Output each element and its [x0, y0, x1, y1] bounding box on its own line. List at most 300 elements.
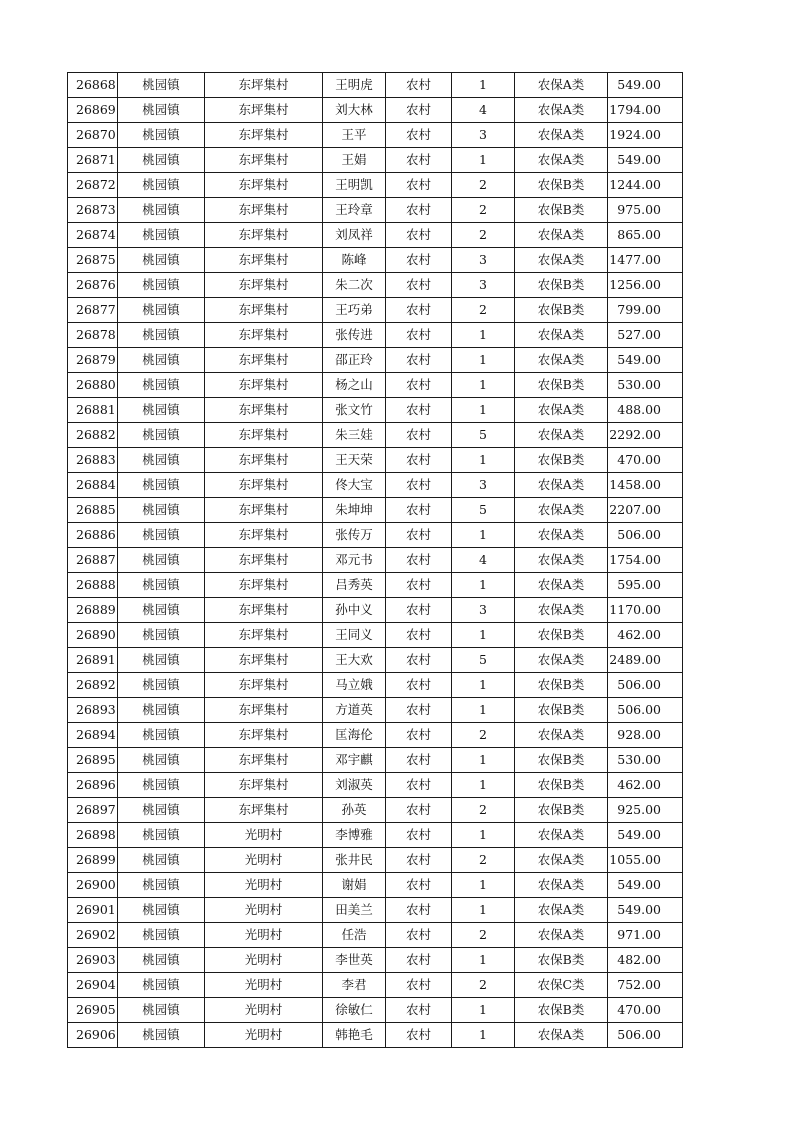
household-size-cell: 2	[452, 798, 515, 823]
household-size-cell: 3	[452, 123, 515, 148]
record-id-cell: 26889	[68, 598, 118, 623]
household-size-cell: 3	[452, 273, 515, 298]
name-cell: 王大欢	[323, 648, 386, 673]
name-cell: 刘凤祥	[323, 223, 386, 248]
table-row	[68, 98, 683, 123]
amount-cell: 506.00	[608, 673, 683, 698]
village-cell: 光明村	[205, 823, 323, 848]
table-row	[68, 723, 683, 748]
table-row	[68, 898, 683, 923]
amount-cell: 527.00	[608, 323, 683, 348]
record-id-cell: 26896	[68, 773, 118, 798]
village-cell: 东坪集村	[205, 223, 323, 248]
area-type-cell: 农村	[386, 198, 452, 223]
table-row	[68, 998, 683, 1023]
table-row	[68, 198, 683, 223]
name-cell: 邓元书	[323, 548, 386, 573]
category-cell: 农保B类	[515, 623, 608, 648]
name-cell: 吕秀英	[323, 573, 386, 598]
household-size-cell: 1	[452, 573, 515, 598]
village-cell: 东坪集村	[205, 548, 323, 573]
record-id-cell: 26891	[68, 648, 118, 673]
area-type-cell: 农村	[386, 973, 452, 998]
village-cell: 东坪集村	[205, 373, 323, 398]
amount-cell: 2207.00	[608, 498, 683, 523]
name-cell: 马立娥	[323, 673, 386, 698]
village-cell: 东坪集村	[205, 448, 323, 473]
amount-cell: 1924.00	[608, 123, 683, 148]
household-size-cell: 1	[452, 148, 515, 173]
table-row	[68, 798, 683, 823]
town-cell: 桃园镇	[118, 623, 205, 648]
village-cell: 东坪集村	[205, 698, 323, 723]
amount-cell: 1055.00	[608, 848, 683, 873]
category-cell: 农保A类	[515, 573, 608, 598]
record-id-cell: 26898	[68, 823, 118, 848]
village-cell: 东坪集村	[205, 723, 323, 748]
amount-cell: 549.00	[608, 873, 683, 898]
area-type-cell: 农村	[386, 398, 452, 423]
amount-cell: 1244.00	[608, 173, 683, 198]
table-row	[68, 598, 683, 623]
table-row	[68, 848, 683, 873]
record-id-cell: 26880	[68, 373, 118, 398]
name-cell: 邓宇麒	[323, 748, 386, 773]
area-type-cell: 农村	[386, 98, 452, 123]
name-cell: 匡海伦	[323, 723, 386, 748]
category-cell: 农保A类	[515, 423, 608, 448]
table-row	[68, 398, 683, 423]
village-cell: 光明村	[205, 998, 323, 1023]
town-cell: 桃园镇	[118, 648, 205, 673]
record-id-cell: 26872	[68, 173, 118, 198]
town-cell: 桃园镇	[118, 223, 205, 248]
name-cell: 王明虎	[323, 73, 386, 98]
village-cell: 光明村	[205, 898, 323, 923]
household-size-cell: 1	[452, 998, 515, 1023]
amount-cell: 971.00	[608, 923, 683, 948]
table-row	[68, 223, 683, 248]
category-cell: 农保A类	[515, 598, 608, 623]
category-cell: 农保A类	[515, 498, 608, 523]
name-cell: 邵正玲	[323, 348, 386, 373]
area-type-cell: 农村	[386, 373, 452, 398]
name-cell: 李博雅	[323, 823, 386, 848]
village-cell: 东坪集村	[205, 198, 323, 223]
village-cell: 东坪集村	[205, 573, 323, 598]
name-cell: 陈峰	[323, 248, 386, 273]
record-id-cell: 26884	[68, 473, 118, 498]
table-row	[68, 823, 683, 848]
amount-cell: 506.00	[608, 523, 683, 548]
record-id-cell: 26904	[68, 973, 118, 998]
amount-cell: 462.00	[608, 623, 683, 648]
name-cell: 张井民	[323, 848, 386, 873]
village-cell: 东坪集村	[205, 148, 323, 173]
table-row	[68, 123, 683, 148]
household-size-cell: 1	[452, 698, 515, 723]
household-size-cell: 3	[452, 248, 515, 273]
category-cell: 农保A类	[515, 98, 608, 123]
town-cell: 桃园镇	[118, 398, 205, 423]
town-cell: 桃园镇	[118, 248, 205, 273]
town-cell: 桃园镇	[118, 348, 205, 373]
village-cell: 东坪集村	[205, 598, 323, 623]
village-cell: 东坪集村	[205, 648, 323, 673]
household-size-cell: 1	[452, 73, 515, 98]
amount-cell: 549.00	[608, 823, 683, 848]
record-id-cell: 26899	[68, 848, 118, 873]
category-cell: 农保B类	[515, 173, 608, 198]
category-cell: 农保B类	[515, 673, 608, 698]
table-row	[68, 1023, 683, 1048]
category-cell: 农保A类	[515, 723, 608, 748]
town-cell: 桃园镇	[118, 848, 205, 873]
area-type-cell: 农村	[386, 1023, 452, 1048]
town-cell: 桃园镇	[118, 548, 205, 573]
village-cell: 光明村	[205, 948, 323, 973]
household-size-cell: 3	[452, 473, 515, 498]
table-row	[68, 973, 683, 998]
area-type-cell: 农村	[386, 123, 452, 148]
household-size-cell: 1	[452, 373, 515, 398]
category-cell: 农保B类	[515, 298, 608, 323]
record-id-cell: 26875	[68, 248, 118, 273]
village-cell: 东坪集村	[205, 98, 323, 123]
area-type-cell: 农村	[386, 423, 452, 448]
amount-cell: 865.00	[608, 223, 683, 248]
town-cell: 桃园镇	[118, 523, 205, 548]
area-type-cell: 农村	[386, 448, 452, 473]
town-cell: 桃园镇	[118, 323, 205, 348]
table-row	[68, 148, 683, 173]
amount-cell: 1458.00	[608, 473, 683, 498]
household-size-cell: 1	[452, 748, 515, 773]
table-row	[68, 448, 683, 473]
name-cell: 方道英	[323, 698, 386, 723]
record-id-cell: 26888	[68, 573, 118, 598]
name-cell: 李世英	[323, 948, 386, 973]
amount-cell: 549.00	[608, 348, 683, 373]
record-id-cell: 26874	[68, 223, 118, 248]
name-cell: 朱坤坤	[323, 498, 386, 523]
name-cell: 朱三娃	[323, 423, 386, 448]
town-cell: 桃园镇	[118, 998, 205, 1023]
record-id-cell: 26890	[68, 623, 118, 648]
household-size-cell: 2	[452, 198, 515, 223]
household-size-cell: 1	[452, 773, 515, 798]
area-type-cell: 农村	[386, 573, 452, 598]
table-row	[68, 623, 683, 648]
household-size-cell: 1	[452, 323, 515, 348]
town-cell: 桃园镇	[118, 573, 205, 598]
record-id-cell: 26900	[68, 873, 118, 898]
amount-cell: 482.00	[608, 948, 683, 973]
village-cell: 光明村	[205, 873, 323, 898]
area-type-cell: 农村	[386, 773, 452, 798]
table-row	[68, 773, 683, 798]
village-cell: 东坪集村	[205, 523, 323, 548]
amount-cell: 549.00	[608, 898, 683, 923]
household-size-cell: 5	[452, 498, 515, 523]
name-cell: 孙英	[323, 798, 386, 823]
table-row	[68, 748, 683, 773]
record-id-cell: 26869	[68, 98, 118, 123]
area-type-cell: 农村	[386, 698, 452, 723]
town-cell: 桃园镇	[118, 173, 205, 198]
record-id-cell: 26892	[68, 673, 118, 698]
category-cell: 农保C类	[515, 973, 608, 998]
table-row	[68, 573, 683, 598]
village-cell: 光明村	[205, 923, 323, 948]
name-cell: 任浩	[323, 923, 386, 948]
category-cell: 农保A类	[515, 73, 608, 98]
household-size-cell: 2	[452, 298, 515, 323]
amount-cell: 1794.00	[608, 98, 683, 123]
town-cell: 桃园镇	[118, 948, 205, 973]
table-row	[68, 498, 683, 523]
record-id-cell: 26877	[68, 298, 118, 323]
village-cell: 东坪集村	[205, 123, 323, 148]
area-type-cell: 农村	[386, 748, 452, 773]
table-row	[68, 473, 683, 498]
area-type-cell: 农村	[386, 498, 452, 523]
table-row	[68, 273, 683, 298]
record-id-cell: 26897	[68, 798, 118, 823]
amount-cell: 549.00	[608, 148, 683, 173]
welfare-register-table	[67, 72, 683, 1048]
table-row	[68, 298, 683, 323]
area-type-cell: 农村	[386, 73, 452, 98]
town-cell: 桃园镇	[118, 673, 205, 698]
category-cell: 农保A类	[515, 323, 608, 348]
town-cell: 桃园镇	[118, 723, 205, 748]
table-row	[68, 173, 683, 198]
table-row	[68, 73, 683, 98]
table-row	[68, 323, 683, 348]
table-row	[68, 548, 683, 573]
area-type-cell: 农村	[386, 523, 452, 548]
village-cell: 东坪集村	[205, 298, 323, 323]
town-cell: 桃园镇	[118, 598, 205, 623]
area-type-cell: 农村	[386, 823, 452, 848]
village-cell: 东坪集村	[205, 173, 323, 198]
area-type-cell: 农村	[386, 148, 452, 173]
name-cell: 王娟	[323, 148, 386, 173]
area-type-cell: 农村	[386, 848, 452, 873]
table-row	[68, 948, 683, 973]
household-size-cell: 1	[452, 673, 515, 698]
town-cell: 桃园镇	[118, 973, 205, 998]
household-size-cell: 4	[452, 548, 515, 573]
name-cell: 王同义	[323, 623, 386, 648]
amount-cell: 530.00	[608, 373, 683, 398]
town-cell: 桃园镇	[118, 798, 205, 823]
town-cell: 桃园镇	[118, 198, 205, 223]
name-cell: 王玲章	[323, 198, 386, 223]
amount-cell: 462.00	[608, 773, 683, 798]
category-cell: 农保A类	[515, 1023, 608, 1048]
category-cell: 农保A类	[515, 523, 608, 548]
amount-cell: 799.00	[608, 298, 683, 323]
record-id-cell: 26903	[68, 948, 118, 973]
category-cell: 农保A类	[515, 348, 608, 373]
amount-cell: 470.00	[608, 448, 683, 473]
category-cell: 农保A类	[515, 223, 608, 248]
area-type-cell: 农村	[386, 998, 452, 1023]
name-cell: 杨之山	[323, 373, 386, 398]
town-cell: 桃园镇	[118, 123, 205, 148]
amount-cell: 488.00	[608, 398, 683, 423]
name-cell: 王巧弟	[323, 298, 386, 323]
record-id-cell: 26882	[68, 423, 118, 448]
area-type-cell: 农村	[386, 248, 452, 273]
area-type-cell: 农村	[386, 273, 452, 298]
household-size-cell: 2	[452, 973, 515, 998]
household-size-cell: 5	[452, 648, 515, 673]
village-cell: 东坪集村	[205, 273, 323, 298]
record-id-cell: 26893	[68, 698, 118, 723]
household-size-cell: 1	[452, 623, 515, 648]
name-cell: 田美兰	[323, 898, 386, 923]
town-cell: 桃园镇	[118, 898, 205, 923]
record-id-cell: 26905	[68, 998, 118, 1023]
village-cell: 东坪集村	[205, 798, 323, 823]
amount-cell: 752.00	[608, 973, 683, 998]
record-id-cell: 26870	[68, 123, 118, 148]
area-type-cell: 农村	[386, 648, 452, 673]
household-size-cell: 1	[452, 1023, 515, 1048]
category-cell: 农保A类	[515, 648, 608, 673]
register-sheet	[67, 72, 683, 1048]
name-cell: 王明凯	[323, 173, 386, 198]
name-cell: 张传万	[323, 523, 386, 548]
table-row	[68, 348, 683, 373]
category-cell: 农保A类	[515, 923, 608, 948]
household-size-cell: 2	[452, 723, 515, 748]
category-cell: 农保B类	[515, 748, 608, 773]
household-size-cell: 1	[452, 823, 515, 848]
town-cell: 桃园镇	[118, 773, 205, 798]
town-cell: 桃园镇	[118, 148, 205, 173]
area-type-cell: 农村	[386, 673, 452, 698]
category-cell: 农保A类	[515, 548, 608, 573]
name-cell: 徐敏仁	[323, 998, 386, 1023]
area-type-cell: 农村	[386, 798, 452, 823]
record-id-cell: 26881	[68, 398, 118, 423]
category-cell: 农保A类	[515, 248, 608, 273]
town-cell: 桃园镇	[118, 823, 205, 848]
town-cell: 桃园镇	[118, 473, 205, 498]
category-cell: 农保B类	[515, 948, 608, 973]
table-row	[68, 248, 683, 273]
name-cell: 王天荣	[323, 448, 386, 473]
village-cell: 东坪集村	[205, 473, 323, 498]
amount-cell: 925.00	[608, 798, 683, 823]
record-id-cell: 26883	[68, 448, 118, 473]
name-cell: 孙中义	[323, 598, 386, 623]
name-cell: 朱二次	[323, 273, 386, 298]
village-cell: 东坪集村	[205, 398, 323, 423]
village-cell: 东坪集村	[205, 623, 323, 648]
category-cell: 农保B类	[515, 448, 608, 473]
town-cell: 桃园镇	[118, 1023, 205, 1048]
amount-cell: 595.00	[608, 573, 683, 598]
village-cell: 东坪集村	[205, 773, 323, 798]
amount-cell: 506.00	[608, 698, 683, 723]
area-type-cell: 农村	[386, 323, 452, 348]
village-cell: 光明村	[205, 1023, 323, 1048]
category-cell: 农保A类	[515, 148, 608, 173]
village-cell: 东坪集村	[205, 323, 323, 348]
table-row	[68, 523, 683, 548]
category-cell: 农保A类	[515, 123, 608, 148]
name-cell: 刘淑英	[323, 773, 386, 798]
table-row	[68, 923, 683, 948]
area-type-cell: 农村	[386, 173, 452, 198]
village-cell: 东坪集村	[205, 498, 323, 523]
town-cell: 桃园镇	[118, 273, 205, 298]
area-type-cell: 农村	[386, 948, 452, 973]
household-size-cell: 4	[452, 98, 515, 123]
area-type-cell: 农村	[386, 723, 452, 748]
name-cell: 李君	[323, 973, 386, 998]
area-type-cell: 农村	[386, 473, 452, 498]
household-size-cell: 1	[452, 398, 515, 423]
record-id-cell: 26906	[68, 1023, 118, 1048]
table-row	[68, 873, 683, 898]
name-cell: 佟大宝	[323, 473, 386, 498]
record-id-cell: 26901	[68, 898, 118, 923]
category-cell: 农保A类	[515, 398, 608, 423]
record-id-cell: 26886	[68, 523, 118, 548]
amount-cell: 928.00	[608, 723, 683, 748]
table-row	[68, 423, 683, 448]
amount-cell: 1754.00	[608, 548, 683, 573]
record-id-cell: 26895	[68, 748, 118, 773]
area-type-cell: 农村	[386, 623, 452, 648]
record-id-cell: 26878	[68, 323, 118, 348]
record-id-cell: 26902	[68, 923, 118, 948]
household-size-cell: 2	[452, 223, 515, 248]
town-cell: 桃园镇	[118, 873, 205, 898]
amount-cell: 470.00	[608, 998, 683, 1023]
record-id-cell: 26885	[68, 498, 118, 523]
name-cell: 韩艳毛	[323, 1023, 386, 1048]
amount-cell: 1477.00	[608, 248, 683, 273]
table-row	[68, 698, 683, 723]
category-cell: 农保B类	[515, 773, 608, 798]
name-cell: 王平	[323, 123, 386, 148]
village-cell: 东坪集村	[205, 673, 323, 698]
household-size-cell: 1	[452, 348, 515, 373]
amount-cell: 975.00	[608, 198, 683, 223]
area-type-cell: 农村	[386, 873, 452, 898]
household-size-cell: 1	[452, 523, 515, 548]
area-type-cell: 农村	[386, 923, 452, 948]
household-size-cell: 1	[452, 898, 515, 923]
town-cell: 桃园镇	[118, 423, 205, 448]
area-type-cell: 农村	[386, 598, 452, 623]
town-cell: 桃园镇	[118, 98, 205, 123]
village-cell: 东坪集村	[205, 73, 323, 98]
table-row	[68, 373, 683, 398]
village-cell: 东坪集村	[205, 748, 323, 773]
town-cell: 桃园镇	[118, 748, 205, 773]
household-size-cell: 1	[452, 948, 515, 973]
household-size-cell: 2	[452, 173, 515, 198]
category-cell: 农保B类	[515, 698, 608, 723]
